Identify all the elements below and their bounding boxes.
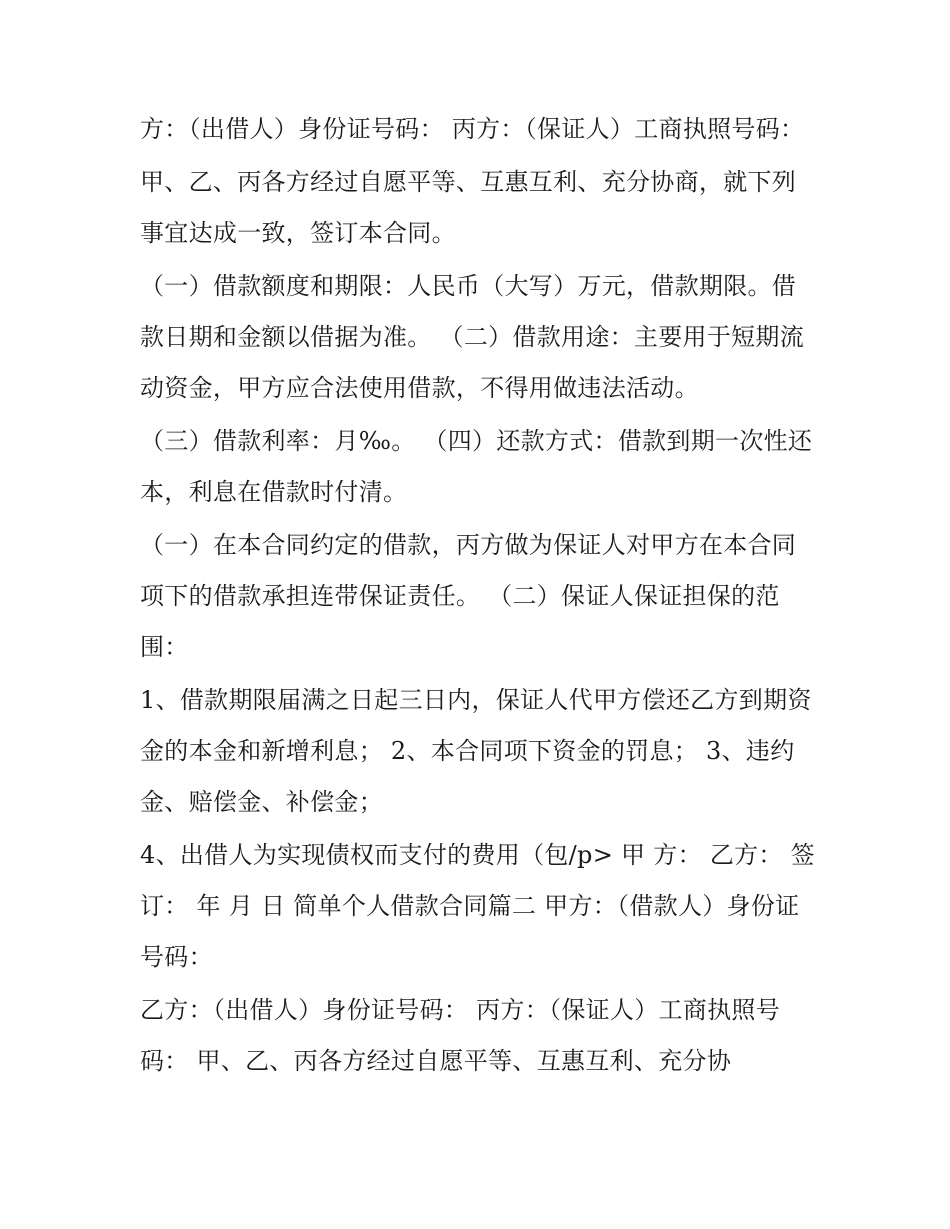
paragraph-signature-second-contract: 4、出借人为实现债权而支付的费用（包/p> 甲 方： 乙方： 签订： 年 月 日 简单个人借款合同篇二 甲方：（借款人）身份证号码：: [140, 841, 815, 971]
document-body: [140, 104, 815, 1087]
paragraph-guarantee: （一）在本合同约定的借款，丙方做为保证人对甲方在本合同项下的借款承担连带保证责任。 （二）保证人保证担保的范围：: [140, 531, 797, 661]
paragraph-parties-info: 方：（出借人）身份证号码： 丙方：（保证人）工商执照号码：: [140, 115, 805, 143]
paragraph-guarantee-scope-items: 1、借款期限届满之日起三日内，保证人代甲方偿还乙方到期资金的本金和新增利息； 2、本合同项下资金的罚息； 3、违约金、赔偿金、补偿金；: [140, 686, 812, 816]
paragraph-interest-repayment: （三）借款利率：月‰。 （四）还款方式：借款到期一次性还本，利息在借款时付清。: [140, 427, 813, 506]
paragraph-second-contract-parties: 乙方：（出借人）身份证号码： 丙方：（保证人）工商执照号码： 甲、乙、丙各方经过自愿平等、互惠互利、充分协: [140, 996, 781, 1075]
paragraph-loan-amount-purpose: （一）借款额度和期限：人民币（大写）万元，借款期限。借款日期和金额以借据为准。 （二）借款用途：主要用于短期流动资金，甲方应合法使用借款，不得用做违法活动。: [140, 272, 805, 402]
paragraph-agreement-intro: 甲、乙、丙各方经过自愿平等、互惠互利、充分协商，就下列事宜达成一致，签订本合同。: [140, 168, 797, 247]
